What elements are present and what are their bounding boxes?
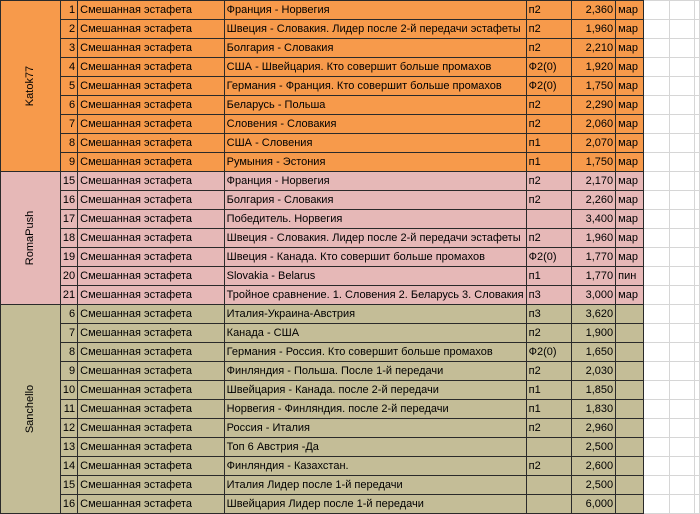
group-label: Katok77	[24, 65, 37, 107]
month-cell[interactable]: мар	[616, 172, 644, 191]
bet-description-cell[interactable]: Швейцария Лидер после 1-й передачи	[224, 495, 526, 514]
empty-cell[interactable]	[644, 381, 669, 400]
table-row	[1, 457, 700, 476]
odds-cell[interactable]: 2,290	[572, 96, 616, 115]
bet-code-cell[interactable]: Ф2(0)	[526, 248, 572, 267]
empty-cell[interactable]	[644, 58, 669, 77]
empty-cell[interactable]	[695, 267, 700, 286]
month-cell[interactable]	[616, 400, 644, 419]
bet-description-cell[interactable]: Швеция - Словакия. Лидер после 2-й передачи эстафеты	[224, 229, 526, 248]
bet-code-cell[interactable]: п3	[526, 286, 572, 305]
odds-cell[interactable]: 2,060	[572, 115, 616, 134]
empty-cell[interactable]	[669, 305, 694, 324]
event-type-cell[interactable]: Смешанная эстафета	[78, 495, 225, 514]
event-type-cell[interactable]: Смешанная эстафета	[78, 419, 225, 438]
table-row	[1, 96, 700, 115]
empty-cell[interactable]	[644, 438, 669, 457]
month-cell[interactable]: мар	[616, 210, 644, 229]
bet-code-cell[interactable]: Ф2(0)	[526, 77, 572, 96]
bet-description-cell[interactable]: Швеция - Канада. Кто совершит больше промахов	[224, 248, 526, 267]
bet-description-cell[interactable]: Швейцария - Канада. после 2-й передачи	[224, 381, 526, 400]
empty-cell[interactable]	[644, 153, 669, 172]
odds-cell[interactable]: 2,360	[572, 1, 616, 20]
row-number-cell[interactable]: 15	[60, 172, 77, 191]
empty-cell[interactable]	[695, 1, 700, 20]
table-row	[1, 172, 700, 191]
bet-code-cell[interactable]: п2	[526, 20, 572, 39]
bet-code-cell[interactable]: п2	[526, 324, 572, 343]
empty-cell[interactable]	[669, 476, 694, 495]
row-number-cell[interactable]: 9	[60, 153, 77, 172]
odds-cell[interactable]: 1,900	[572, 324, 616, 343]
row-number-cell[interactable]: 7	[60, 324, 77, 343]
month-cell[interactable]: мар	[616, 20, 644, 39]
month-cell[interactable]	[616, 305, 644, 324]
odds-cell[interactable]: 2,030	[572, 362, 616, 381]
empty-cell[interactable]	[695, 438, 700, 457]
empty-cell[interactable]	[644, 210, 669, 229]
event-type-cell[interactable]: Смешанная эстафета	[78, 438, 225, 457]
bet-description-cell[interactable]: Тройное сравнение. 1. Словения 2. Беларусь 3. Словакия	[224, 286, 526, 305]
empty-cell[interactable]	[669, 20, 694, 39]
empty-cell[interactable]	[644, 248, 669, 267]
event-type-cell[interactable]: Смешанная эстафета	[78, 58, 225, 77]
event-type-cell[interactable]: Смешанная эстафета	[78, 476, 225, 495]
table-row	[1, 134, 700, 153]
table-row	[1, 343, 700, 362]
table-row	[1, 476, 700, 495]
row-number-cell[interactable]: 10	[60, 381, 77, 400]
table-row	[1, 267, 700, 286]
bet-description-cell[interactable]: Болгария - Словакия	[224, 39, 526, 58]
odds-cell[interactable]: 2,170	[572, 172, 616, 191]
empty-cell[interactable]	[644, 96, 669, 115]
month-cell[interactable]: мар	[616, 248, 644, 267]
empty-cell[interactable]	[695, 286, 700, 305]
event-type-cell[interactable]: Смешанная эстафета	[78, 77, 225, 96]
empty-cell[interactable]	[695, 229, 700, 248]
table-row	[1, 153, 700, 172]
bet-code-cell[interactable]: п1	[526, 400, 572, 419]
bet-description-cell[interactable]: Канада - США	[224, 324, 526, 343]
bet-description-cell[interactable]: США - Швейцария. Кто совершит больше промахов	[224, 58, 526, 77]
table-row	[1, 381, 700, 400]
odds-cell[interactable]: 1,750	[572, 153, 616, 172]
bet-code-cell[interactable]: п1	[526, 153, 572, 172]
empty-cell[interactable]	[644, 343, 669, 362]
odds-cell[interactable]: 6,000	[572, 495, 616, 514]
empty-cell[interactable]	[669, 1, 694, 20]
table-row	[1, 191, 700, 210]
empty-cell[interactable]	[644, 172, 669, 191]
bet-description-cell[interactable]: США - Словения	[224, 134, 526, 153]
event-type-cell[interactable]: Смешанная эстафета	[78, 248, 225, 267]
table-row	[1, 1, 700, 20]
month-cell[interactable]: мар	[616, 58, 644, 77]
empty-cell[interactable]	[669, 229, 694, 248]
bet-description-cell[interactable]: Германия - Россия. Кто совершит больше промахов	[224, 343, 526, 362]
bet-description-cell[interactable]: Россия - Италия	[224, 419, 526, 438]
bet-description-cell[interactable]: Финляндия - Казахстан.	[224, 457, 526, 476]
bet-description-cell[interactable]: Финляндия - Польша. После 1-й передачи	[224, 362, 526, 381]
row-number-cell[interactable]: 2	[60, 20, 77, 39]
month-cell[interactable]	[616, 476, 644, 495]
empty-cell[interactable]	[669, 419, 694, 438]
odds-cell[interactable]: 2,260	[572, 191, 616, 210]
empty-cell[interactable]	[669, 343, 694, 362]
event-type-cell[interactable]: Смешанная эстафета	[78, 191, 225, 210]
empty-cell[interactable]	[644, 457, 669, 476]
empty-cell[interactable]	[644, 229, 669, 248]
row-number-cell[interactable]: 17	[60, 210, 77, 229]
empty-cell[interactable]	[695, 77, 700, 96]
empty-cell[interactable]	[644, 305, 669, 324]
event-type-cell[interactable]: Смешанная эстафета	[78, 400, 225, 419]
bet-description-cell[interactable]: Франция - Норвегия	[224, 172, 526, 191]
empty-cell[interactable]	[669, 362, 694, 381]
empty-cell[interactable]	[695, 134, 700, 153]
month-cell[interactable]	[616, 457, 644, 476]
empty-cell[interactable]	[695, 419, 700, 438]
empty-cell[interactable]	[644, 286, 669, 305]
empty-cell[interactable]	[644, 495, 669, 514]
empty-cell[interactable]	[644, 362, 669, 381]
bet-code-cell[interactable]	[526, 438, 572, 457]
table-row	[1, 400, 700, 419]
empty-cell[interactable]	[695, 210, 700, 229]
event-type-cell[interactable]: Смешанная эстафета	[78, 1, 225, 20]
empty-cell[interactable]	[669, 248, 694, 267]
bet-description-cell[interactable]: Slovakia - Belarus	[224, 267, 526, 286]
empty-cell[interactable]	[669, 286, 694, 305]
group-label-cell[interactable]	[1, 1, 61, 172]
odds-cell[interactable]: 2,960	[572, 419, 616, 438]
row-number-cell[interactable]: 3	[60, 39, 77, 58]
row-number-cell[interactable]: 7	[60, 115, 77, 134]
event-type-cell[interactable]: Смешанная эстафета	[78, 96, 225, 115]
row-number-cell[interactable]: 8	[60, 343, 77, 362]
empty-cell[interactable]	[669, 39, 694, 58]
event-type-cell[interactable]: Смешанная эстафета	[78, 172, 225, 191]
month-cell[interactable]: мар	[616, 229, 644, 248]
empty-cell[interactable]	[695, 381, 700, 400]
empty-cell[interactable]	[695, 96, 700, 115]
empty-cell[interactable]	[695, 343, 700, 362]
table-row	[1, 324, 700, 343]
bet-code-cell[interactable]: п1	[526, 381, 572, 400]
month-cell[interactable]	[616, 362, 644, 381]
bet-description-cell[interactable]: Словения - Словакия	[224, 115, 526, 134]
event-type-cell[interactable]: Смешанная эстафета	[78, 267, 225, 286]
bet-code-cell[interactable]: Ф2(0)	[526, 343, 572, 362]
table-row	[1, 39, 700, 58]
empty-cell[interactable]	[669, 58, 694, 77]
empty-cell[interactable]	[669, 134, 694, 153]
empty-cell[interactable]	[669, 495, 694, 514]
event-type-cell[interactable]: Смешанная эстафета	[78, 210, 225, 229]
event-type-cell[interactable]: Смешанная эстафета	[78, 115, 225, 134]
empty-cell[interactable]	[644, 134, 669, 153]
empty-cell[interactable]	[695, 58, 700, 77]
empty-cell[interactable]	[644, 476, 669, 495]
table-row	[1, 362, 700, 381]
bet-description-cell[interactable]: Болгария - Словакия	[224, 191, 526, 210]
bet-code-cell[interactable]: п2	[526, 419, 572, 438]
empty-cell[interactable]	[695, 305, 700, 324]
table-row	[1, 115, 700, 134]
empty-cell[interactable]	[695, 191, 700, 210]
row-number-cell[interactable]: 5	[60, 77, 77, 96]
month-cell[interactable]	[616, 438, 644, 457]
table-row	[1, 20, 700, 39]
table-row	[1, 286, 700, 305]
empty-cell[interactable]	[695, 324, 700, 343]
row-number-cell[interactable]: 13	[60, 438, 77, 457]
odds-cell[interactable]: 2,500	[572, 476, 616, 495]
bet-description-cell[interactable]: Франция - Норвегия	[224, 1, 526, 20]
empty-cell[interactable]	[644, 419, 669, 438]
event-type-cell[interactable]: Смешанная эстафета	[78, 286, 225, 305]
event-type-cell[interactable]: Смешанная эстафета	[78, 20, 225, 39]
table-row	[1, 77, 700, 96]
empty-cell[interactable]	[695, 153, 700, 172]
bet-code-cell[interactable]	[526, 210, 572, 229]
month-cell[interactable]: мар	[616, 191, 644, 210]
odds-cell[interactable]: 3,620	[572, 305, 616, 324]
odds-cell[interactable]: 1,960	[572, 229, 616, 248]
odds-cell[interactable]: 1,770	[572, 267, 616, 286]
event-type-cell[interactable]: Смешанная эстафета	[78, 134, 225, 153]
odds-cell[interactable]: 1,830	[572, 400, 616, 419]
row-number-cell[interactable]: 14	[60, 457, 77, 476]
month-cell[interactable]	[616, 343, 644, 362]
empty-cell[interactable]	[644, 1, 669, 20]
empty-cell[interactable]	[644, 77, 669, 96]
row-number-cell[interactable]: 4	[60, 58, 77, 77]
bet-description-cell[interactable]: Италия-Украина-Австрия	[224, 305, 526, 324]
empty-cell[interactable]	[695, 39, 700, 58]
bet-description-cell[interactable]: Беларусь - Польша	[224, 96, 526, 115]
event-type-cell[interactable]: Смешанная эстафета	[78, 39, 225, 58]
odds-cell[interactable]: 2,210	[572, 39, 616, 58]
bet-code-cell[interactable]: п2	[526, 96, 572, 115]
bet-code-cell[interactable]: п2	[526, 39, 572, 58]
table-row	[1, 438, 700, 457]
empty-cell[interactable]	[669, 191, 694, 210]
row-number-cell[interactable]: 18	[60, 229, 77, 248]
odds-cell[interactable]: 1,750	[572, 77, 616, 96]
bet-code-cell[interactable]: п2	[526, 115, 572, 134]
bet-description-cell[interactable]: Топ 6 Австрия -Да	[224, 438, 526, 457]
empty-cell[interactable]	[695, 400, 700, 419]
odds-cell[interactable]: 3,000	[572, 286, 616, 305]
row-number-cell[interactable]: 20	[60, 267, 77, 286]
row-number-cell[interactable]: 15	[60, 476, 77, 495]
event-type-cell[interactable]: Смешанная эстафета	[78, 343, 225, 362]
event-type-cell[interactable]: Смешанная эстафета	[78, 305, 225, 324]
event-type-cell[interactable]: Смешанная эстафета	[78, 229, 225, 248]
month-cell[interactable]: мар	[616, 77, 644, 96]
empty-cell[interactable]	[695, 457, 700, 476]
bet-description-cell[interactable]: Румыния - Эстония	[224, 153, 526, 172]
empty-cell[interactable]	[695, 115, 700, 134]
group-label: Sanchello	[24, 384, 37, 434]
empty-cell[interactable]	[669, 267, 694, 286]
bet-code-cell[interactable]: п2	[526, 172, 572, 191]
table-row	[1, 495, 700, 514]
empty-cell[interactable]	[695, 20, 700, 39]
empty-cell[interactable]	[695, 172, 700, 191]
empty-cell[interactable]	[669, 381, 694, 400]
month-cell[interactable]: мар	[616, 134, 644, 153]
event-type-cell[interactable]: Смешанная эстафета	[78, 381, 225, 400]
table-row	[1, 248, 700, 267]
event-type-cell[interactable]: Смешанная эстафета	[78, 457, 225, 476]
empty-cell[interactable]	[669, 400, 694, 419]
odds-cell[interactable]: 2,070	[572, 134, 616, 153]
bet-code-cell[interactable]: п2	[526, 457, 572, 476]
bet-code-cell[interactable]: п2	[526, 1, 572, 20]
month-cell[interactable]	[616, 381, 644, 400]
empty-cell[interactable]	[695, 476, 700, 495]
row-number-cell[interactable]: 16	[60, 191, 77, 210]
month-cell[interactable]: мар	[616, 153, 644, 172]
empty-cell[interactable]	[695, 362, 700, 381]
empty-cell[interactable]	[669, 457, 694, 476]
empty-cell[interactable]	[644, 400, 669, 419]
month-cell[interactable]: мар	[616, 1, 644, 20]
odds-cell[interactable]: 3,400	[572, 210, 616, 229]
table-body	[1, 1, 700, 514]
empty-cell[interactable]	[644, 267, 669, 286]
table-row	[1, 229, 700, 248]
empty-cell[interactable]	[669, 115, 694, 134]
month-cell[interactable]: мар	[616, 39, 644, 58]
bet-description-cell[interactable]: Италия Лидер после 1-й передачи	[224, 476, 526, 495]
odds-cell[interactable]: 2,600	[572, 457, 616, 476]
odds-cell[interactable]: 1,850	[572, 381, 616, 400]
month-cell[interactable]: мар	[616, 115, 644, 134]
row-number-cell[interactable]: 19	[60, 248, 77, 267]
table-row	[1, 210, 700, 229]
month-cell[interactable]	[616, 419, 644, 438]
bet-description-cell[interactable]: Норвегия - Финляндия. после 2-й передачи	[224, 400, 526, 419]
table-row	[1, 305, 700, 324]
odds-cell[interactable]: 2,500	[572, 438, 616, 457]
odds-cell[interactable]: 1,770	[572, 248, 616, 267]
empty-cell[interactable]	[644, 324, 669, 343]
empty-cell[interactable]	[644, 39, 669, 58]
bet-code-cell[interactable]: п2	[526, 191, 572, 210]
month-cell[interactable]: мар	[616, 96, 644, 115]
empty-cell[interactable]	[644, 20, 669, 39]
event-type-cell[interactable]: Смешанная эстафета	[78, 153, 225, 172]
bet-description-cell[interactable]: Германия - Франция. Кто совершит больше промахов	[224, 77, 526, 96]
bet-code-cell[interactable]	[526, 476, 572, 495]
month-cell[interactable]	[616, 324, 644, 343]
group-label-cell[interactable]	[1, 305, 61, 514]
row-number-cell[interactable]: 12	[60, 419, 77, 438]
empty-cell[interactable]	[669, 210, 694, 229]
empty-cell[interactable]	[644, 115, 669, 134]
bet-code-cell[interactable]: п2	[526, 362, 572, 381]
event-type-cell[interactable]: Смешанная эстафета	[78, 324, 225, 343]
table-row	[1, 58, 700, 77]
bet-code-cell[interactable]: п3	[526, 305, 572, 324]
empty-cell[interactable]	[669, 324, 694, 343]
bet-description-cell[interactable]: Победитель. Норвегия	[224, 210, 526, 229]
row-number-cell[interactable]: 6	[60, 96, 77, 115]
event-type-cell[interactable]: Смешанная эстафета	[78, 362, 225, 381]
empty-cell[interactable]	[669, 96, 694, 115]
row-number-cell[interactable]: 8	[60, 134, 77, 153]
month-cell[interactable]	[616, 495, 644, 514]
empty-cell[interactable]	[644, 191, 669, 210]
group-label: RomaPush	[24, 210, 37, 266]
empty-cell[interactable]	[669, 77, 694, 96]
month-cell[interactable]: пин	[616, 267, 644, 286]
row-number-cell[interactable]: 11	[60, 400, 77, 419]
empty-cell[interactable]	[669, 153, 694, 172]
row-number-cell[interactable]: 1	[60, 1, 77, 20]
empty-cell[interactable]	[669, 172, 694, 191]
odds-cell[interactable]: 1,960	[572, 20, 616, 39]
odds-cell[interactable]: 1,920	[572, 58, 616, 77]
row-number-cell[interactable]: 21	[60, 286, 77, 305]
bet-description-cell[interactable]: Швеция - Словакия. Лидер после 2-й передачи эстафеты	[224, 20, 526, 39]
row-number-cell[interactable]: 16	[60, 495, 77, 514]
row-number-cell[interactable]: 6	[60, 305, 77, 324]
bet-code-cell[interactable]: п2	[526, 229, 572, 248]
group-label-cell[interactable]	[1, 172, 61, 305]
bet-code-cell[interactable]: п1	[526, 134, 572, 153]
empty-cell[interactable]	[669, 438, 694, 457]
table-row	[1, 419, 700, 438]
bet-code-cell[interactable]: Ф2(0)	[526, 58, 572, 77]
month-cell[interactable]: мар	[616, 286, 644, 305]
empty-cell[interactable]	[695, 248, 700, 267]
row-number-cell[interactable]: 9	[60, 362, 77, 381]
bet-code-cell[interactable]	[526, 495, 572, 514]
bet-code-cell[interactable]: п1	[526, 267, 572, 286]
odds-cell[interactable]: 1,650	[572, 343, 616, 362]
empty-cell[interactable]	[695, 495, 700, 514]
